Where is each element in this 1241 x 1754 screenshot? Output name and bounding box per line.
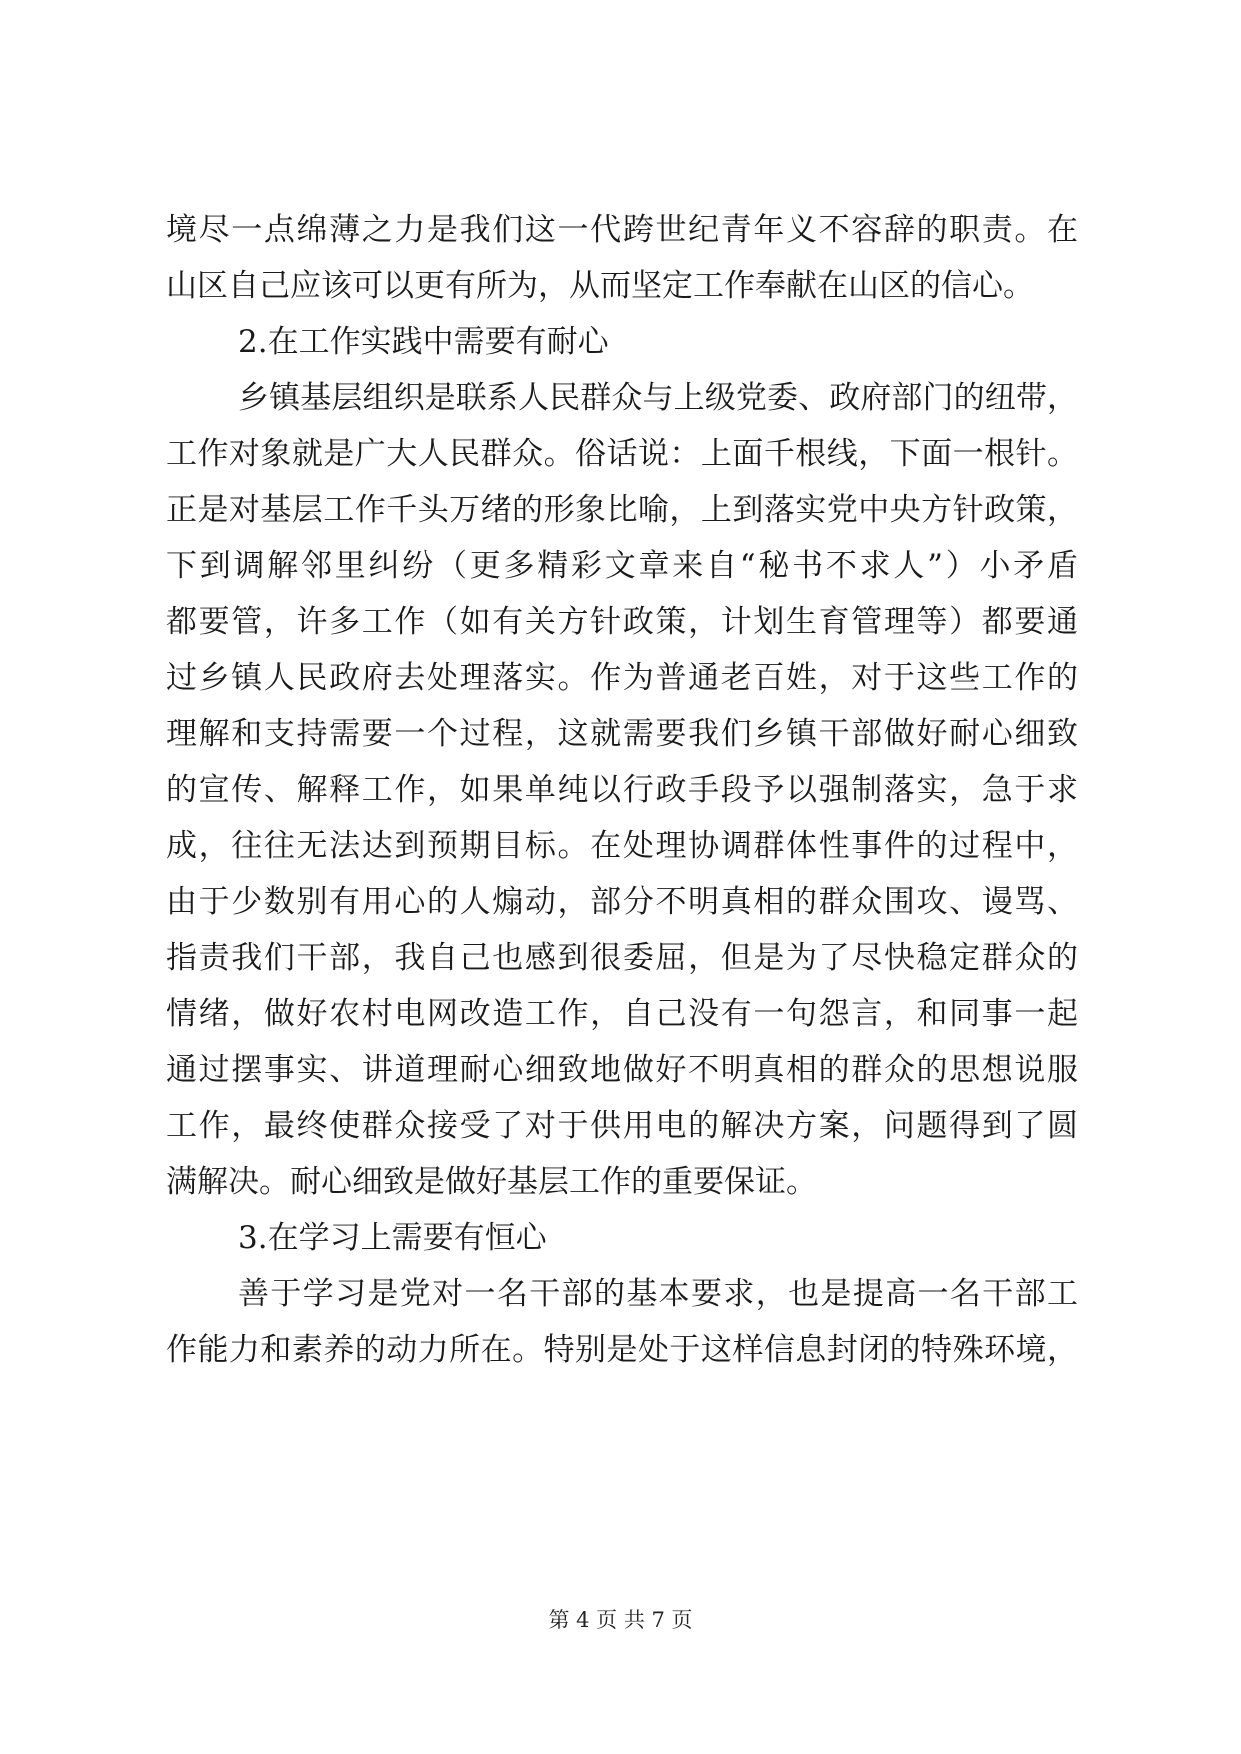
body-text-line: 山区自己应该可以更有所为，从而坚定工作奉献在山区的信心。 [166, 268, 1034, 304]
body-text-line: 工作对象就是广大人民群众。俗话说：上面千根线，下面一根针。 [166, 436, 1078, 472]
body-text-line: 的宣传、解释工作，如果单纯以行政手段予以强制落实，急于求 [166, 772, 1078, 808]
body-text-line: 满解决。耐心细致是做好基层工作的重要保证。 [166, 1164, 817, 1200]
body-text-line: 正是对基层工作千头万绪的形象比喻，上到落实党中央方针政策， [166, 492, 1078, 528]
body-text-line: 由于少数别有用心的人煽动，部分不明真相的群众围攻、谩骂、 [166, 884, 1078, 920]
body-text-line: 指责我们干部，我自己也感到很委屈，但是为了尽快稳定群众的 [166, 940, 1078, 976]
body-text-line: 下到调解邻里纠纷（更多精彩文章来自“秘书不求人”）小矛盾 [166, 548, 1078, 584]
section-heading: 3.在学习上需要有恒心 [238, 1220, 547, 1256]
body-text-line: 工作，最终使群众接受了对于供用电的解决方案，问题得到了圆 [166, 1108, 1078, 1144]
body-text-line: 理解和支持需要一个过程，这就需要我们乡镇干部做好耐心细致 [166, 716, 1078, 752]
section-heading: 2.在工作实践中需要有耐心 [238, 324, 609, 360]
body-text-line: 过乡镇人民政府去处理落实。作为普通老百姓，对于这些工作的 [166, 660, 1078, 696]
body-text-line: 通过摆事实、讲道理耐心细致地做好不明真相的群众的思想说服 [166, 1052, 1078, 1088]
body-text-line: 乡镇基层组织是联系人民群众与上级党委、政府部门的纽带， [238, 380, 1078, 416]
body-text-line: 善于学习是党对一名干部的基本要求，也是提高一名干部工 [238, 1276, 1078, 1312]
body-text-line: 境尽一点绵薄之力是我们这一代跨世纪青年义不容辞的职责。在 [166, 212, 1078, 248]
body-text-line: 成，往往无法达到预期目标。在处理协调群体性事件的过程中， [166, 828, 1078, 864]
page-number-footer: 第 4 页 共 7 页 [548, 1608, 693, 1632]
body-text-line: 情绪，做好农村电网改造工作，自己没有一句怨言，和同事一起 [166, 996, 1078, 1032]
body-text-line: 都要管，许多工作（如有关方针政策，计划生育管理等）都要通 [166, 604, 1078, 640]
body-text-line: 作能力和素养的动力所在。特别是处于这样信息封闭的特殊环境， [166, 1332, 1078, 1368]
